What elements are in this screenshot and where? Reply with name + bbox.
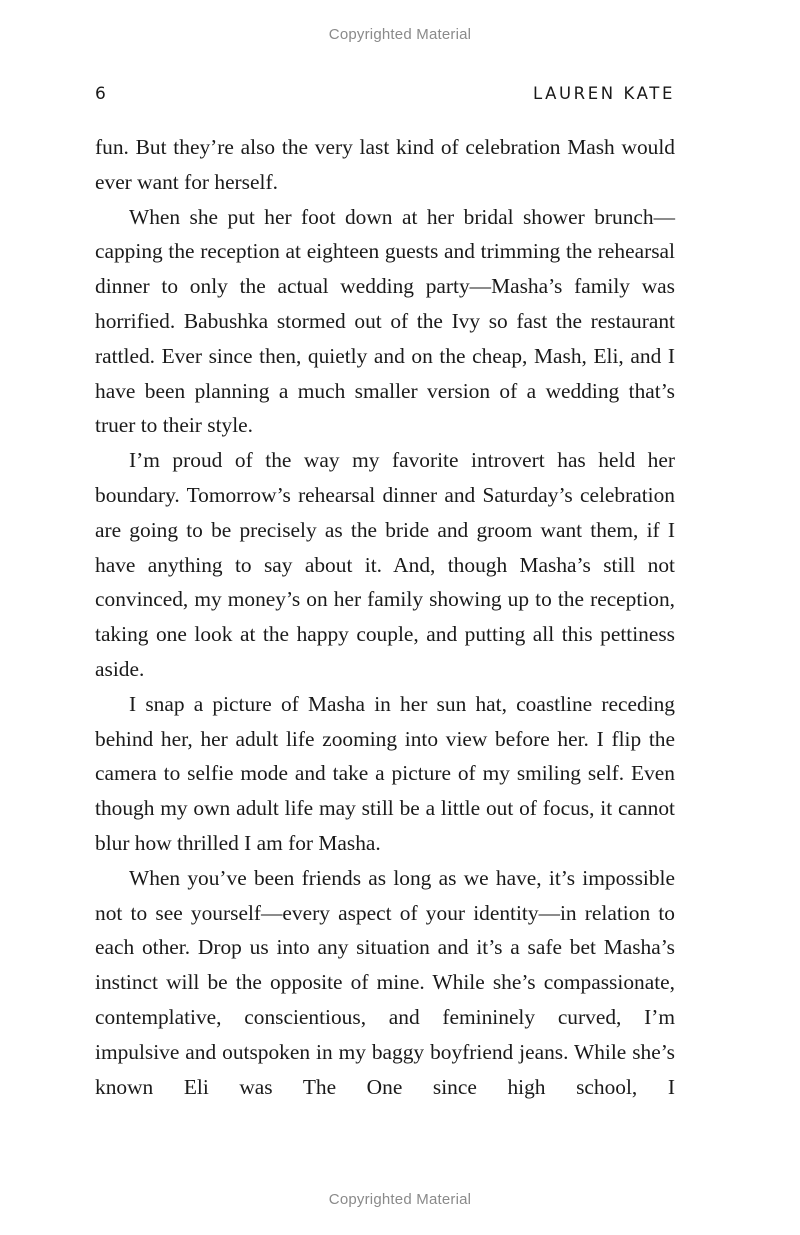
- paragraph-5: When you’ve been friends as long as we have, it’s impossible not to see yourself—every aspect of your identity—in relation to each other. Drop us into any situation and it’s a safe bet Masha’s instinct will be the opposite of mine. While she’s compassionate, contemplative, conscientious, and femininely curved, I’m impulsive and outspoken in my baggy boyfriend jeans. While she’s known Eli was The One since high school, I: [95, 865, 675, 1099]
- paragraph-4: I snap a picture of Masha in her sun hat, coastline receding behind her, her adult life zooming into view before her. I flip the camera to selfie mode and take a picture of my smiling self. Even though my own adult life may still be a little out of focus, it cannot blur how thrilled I am for Masha.: [95, 691, 675, 855]
- copyright-watermark-bottom: Copyrighted Material: [328, 1191, 472, 1208]
- running-header: [95, 82, 675, 108]
- paragraph-1: fun. But they’re also the very last kind of celebration Mash would ever want for herself.: [95, 135, 675, 194]
- running-header-author: LAUREN KATE: [532, 84, 675, 103]
- paragraph-2: When she put her foot down at her bridal shower brunch—capping the reception at eighteen guests and trimming the rehearsal dinner to only the actual wedding party—Masha’s family was horrified. Babushka stormed out of the Ivy so fast the restaurant rattled. Ever since then, quietly and on the cheap, Mash, Eli, and I have been planning a much smaller version of a wedding that’s truer to their style.: [95, 204, 675, 438]
- page-number: 6: [95, 84, 106, 104]
- paragraph-3: I’m proud of the way my favorite introvert has held her boundary. Tomorrow’s rehearsal dinner and Saturday’s celebration are going to be precisely as the bride and groom want them, if I have anything to say about it. And, though Masha’s still not convinced, my money’s on her family showing up to the reception, taking one look at the happy couple, and putting all this pettiness aside.: [95, 448, 675, 681]
- copyright-watermark-top: Copyrighted Material: [328, 26, 472, 43]
- body-text: [95, 130, 675, 1104]
